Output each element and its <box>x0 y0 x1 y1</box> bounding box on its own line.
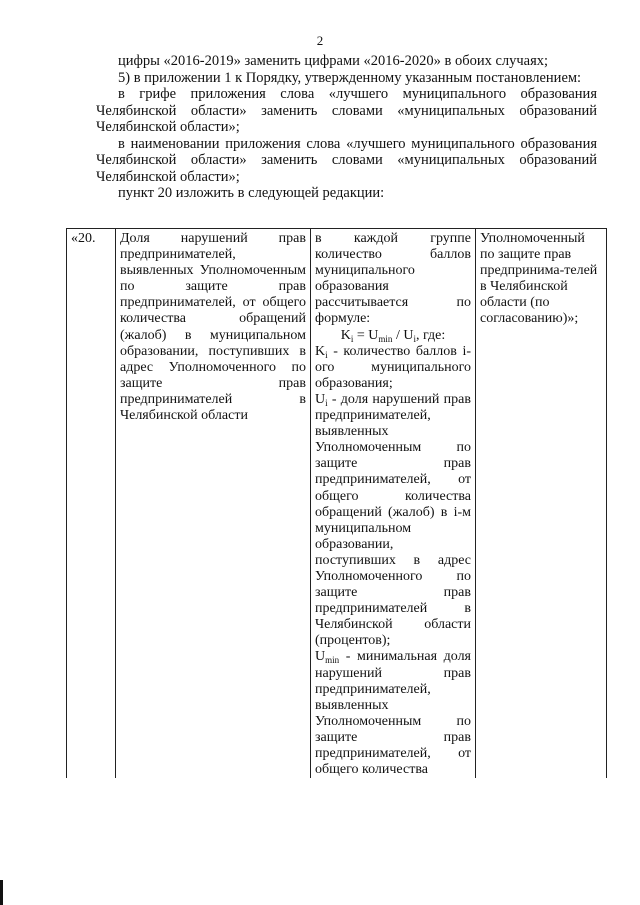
paragraph-point-20: пункт 20 изложить в следующей редакции: <box>118 185 385 201</box>
paragraph-title: в наименовании приложения слова «лучшего муниципального образования Челябинской области» заменить словами «муниципальных образований Челябинской области»; <box>96 135 597 185</box>
ui-definition: $U_i$ - доля нарушений прав предпринимателей, выявленных Уполномоченным по защите прав предпринимателей, от общего количества обращений (жалоб) в i-м муниципальном образовании, поступивших в адрес Уполномоченного по защите прав предпринимателей в Челябинской области (процентов); <box>315 391 471 649</box>
scan-edge-mark <box>0 880 3 905</box>
ki-definition: $K_i$ - количество баллов i-ого муниципального образования; <box>315 343 471 391</box>
criteria-table <box>66 228 607 778</box>
amendment-text <box>96 53 597 202</box>
calculation-cell <box>311 229 476 779</box>
calculation-intro: в каждой группе количество баллов муниципального образования рассчитывается по формуле: <box>315 231 471 327</box>
responsible-cell: Уполномоченный по защите прав предпринима-телей в Челябинской области (по согласованию)»; <box>476 229 607 779</box>
paragraph-grif: в грифе приложения слова «лучшего муниципального образования Челябинской области» заменить словами «муниципальных образований Челябинской области»; <box>96 86 597 135</box>
umin-definition: $U_{min}$ - минимальная доля нарушений прав предпринимателей, выявленных Уполномоченным по защите прав предпринимателей, от общего количества <box>315 649 471 778</box>
page-number: 2 <box>316 33 324 48</box>
row-number-cell: «20. <box>67 229 116 779</box>
indicator-cell: Доля нарушений прав предпринимателей, выявленных Уполномоченным по защите прав предпринимателей, от общего количества обращений (жалоб) в муниципальном образовании, поступивших в адрес Уполномоченного по защите прав предпринимателей в Челябинской области <box>116 229 311 779</box>
paragraph-item-5: 5) в приложении 1 к Порядку, утвержденному указанным постановлением: <box>118 69 582 86</box>
paragraph-digits: цифры «2016-2019» заменить цифрами «2016-2020» в обоих случаях; <box>118 53 549 69</box>
formula: $K_i = U_{min} / U_i$, где: <box>340 327 446 344</box>
table-bottom-edge <box>66 862 602 863</box>
table-row <box>67 229 607 779</box>
